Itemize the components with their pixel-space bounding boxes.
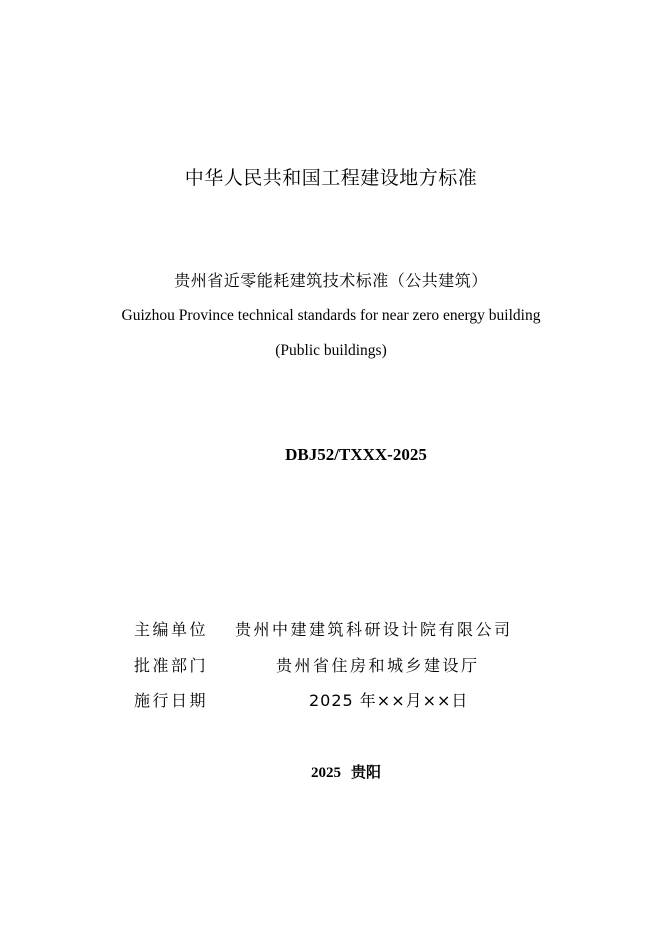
info-label-approver: 批准部门 [134, 656, 209, 675]
footer-line [15, 761, 662, 782]
footer-place: 贵阳 [350, 763, 381, 781]
info-label-effective-date: 施行日期 [134, 691, 209, 710]
info-row-editor [0, 617, 662, 641]
standard-title-en: Guizhou Province technical standards for near zero energy building [121, 307, 541, 324]
info-value-effective-date: 2025 年××月××日 [309, 691, 469, 710]
info-row-effective-date [0, 688, 662, 712]
standard-subtitle-en: (Public buildings) [275, 342, 387, 359]
info-value-approver: 贵州省住房和城乡建设厅 [276, 656, 480, 675]
national-standard-title: 中华人民共和国工程建设地方标准 [184, 167, 478, 189]
footer-year: 2025 [310, 765, 341, 781]
info-row-approver [0, 653, 662, 677]
info-value-editor: 贵州中建建筑科研设计院有限公司 [235, 620, 513, 639]
standard-title-cn: 贵州省近零能耗建筑技术标准（公共建筑） [174, 271, 488, 290]
info-label-editor: 主编单位 [134, 620, 209, 639]
standard-code: DBJ52/TXXX-2025 [285, 445, 427, 464]
